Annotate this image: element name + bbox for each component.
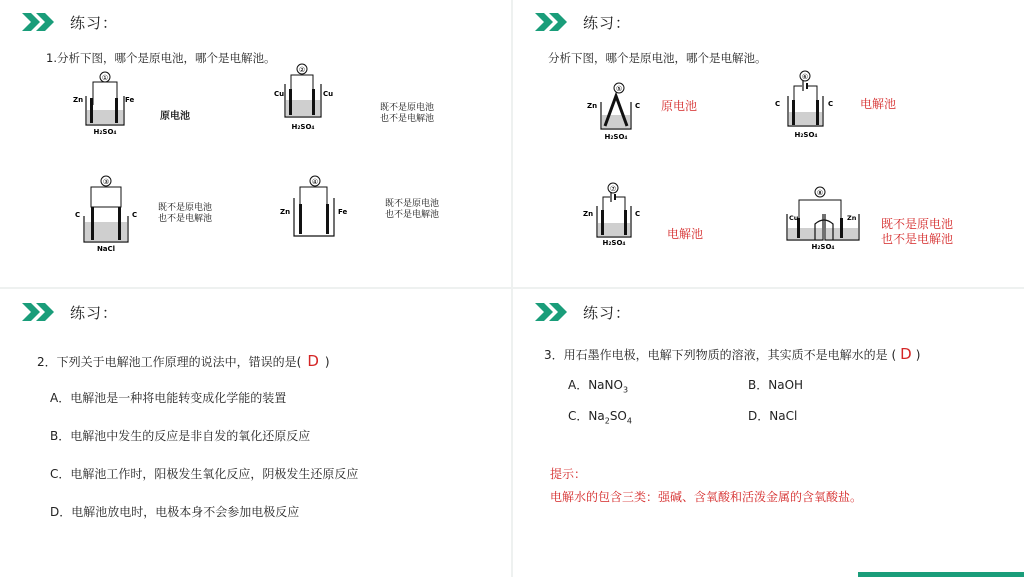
accent-bar (858, 572, 1024, 577)
cell-3-number: ③ (102, 178, 110, 186)
question-3-close: ) (915, 348, 921, 362)
option-d: D．电解池放电时，电极本身不会参加电极反应 (50, 505, 300, 519)
cell-8-drawing (783, 186, 873, 252)
slide-header (535, 301, 631, 323)
cell-diagram-6 (773, 70, 853, 140)
cell-5-number: ⑤ (615, 85, 623, 93)
cell-6-solution: H₂SO₄ (794, 131, 818, 139)
header-title: 练习： (583, 303, 632, 322)
question-3-text: 3．用石墨作电极，电解下列物质的溶液，其实质不是电解水的是 ( (544, 348, 897, 362)
cell-1-number: ① (101, 74, 109, 82)
cell-6-drawing (773, 70, 853, 140)
double-chevron-icon (22, 13, 58, 31)
cell-6-right-label: C (828, 100, 834, 108)
cell-6-answer: 电解池 (860, 97, 897, 111)
option-c: C．$Na_2SO_4$ (568, 409, 632, 426)
slide-4 (513, 289, 1024, 577)
cell-2-right-label: Cu (323, 90, 334, 98)
hint-body: 电解水的包含三类：强碱、含氧酸和活泼金属的含氧酸盐。 (550, 490, 863, 504)
cell-2-drawing (272, 62, 342, 134)
cell-diagram-3 (72, 174, 142, 254)
cell-7-right-label: C (635, 210, 641, 218)
option-d: D．NaCl (748, 409, 798, 423)
option-b: B．NaOH (748, 378, 804, 392)
cell-1-drawing (70, 70, 140, 140)
cell-1-right-label: Fe (125, 96, 135, 104)
cell-3-drawing (72, 174, 142, 254)
slide-3 (0, 289, 511, 577)
cell-7-solution: H₂SO₄ (602, 239, 626, 247)
cell-8-answer-line2: 也不是电解池 (881, 232, 954, 246)
cell-3-left-label: C (75, 211, 81, 219)
header-title: 练习： (70, 303, 119, 322)
cell-4-answer-line1: 既不是原电池 (385, 199, 440, 209)
cell-7-drawing (583, 182, 653, 248)
cell-6-left-label: C (775, 100, 781, 108)
question-2-text: 2．下列关于电解池工作原理的说法中，错误的是( (37, 355, 302, 369)
cell-4-answer-line2: 也不是电解池 (385, 210, 440, 220)
cell-3-right-label: C (132, 211, 138, 219)
option-c: C．电解池工作时，阳极发生氧化反应，阴极发生还原反应 (50, 467, 359, 481)
cell-3-solution: NaCl (96, 245, 116, 253)
cell-7-left-label: Zn (583, 210, 594, 218)
cell-1-left-label: Zn (73, 96, 84, 104)
slide-header (22, 301, 118, 323)
cell-1-answer: 原电池 (160, 111, 190, 122)
cell-7-number: ⑦ (609, 185, 617, 193)
cell-2-answer-line1: 既不是原电池 (380, 103, 435, 113)
option-b: B．电解池中发生的反应是非自发的氧化还原反应 (50, 429, 311, 443)
option-a: A．电解池是一种将电能转变成化学能的装置 (50, 391, 287, 405)
answer-2: D (307, 352, 319, 370)
cell-5-solution: H₂SO₄ (604, 133, 628, 141)
question-text: 1.分析下图，哪个是原电池，哪个是电解池。 (46, 51, 276, 65)
cell-2-left-label: Cu (274, 90, 285, 98)
cell-3-answer-line2: 也不是电解池 (158, 214, 213, 224)
slide-header (535, 11, 631, 33)
slide-2 (513, 0, 1024, 287)
cell-8-number: ⑧ (816, 189, 824, 197)
cell-diagram-1 (70, 70, 140, 140)
answer-3: D (900, 345, 912, 363)
double-chevron-icon (22, 303, 58, 321)
cell-diagram-5 (585, 82, 655, 144)
cell-4-left-label: Zn (280, 208, 291, 216)
cell-4-number: ④ (311, 178, 319, 186)
cell-diagram-2 (272, 62, 342, 134)
question-2-close: ) (324, 355, 330, 369)
double-chevron-icon (535, 303, 571, 321)
cell-2-answer-line2: 也不是电解池 (380, 114, 435, 124)
cell-diagram-4 (278, 174, 358, 244)
cell-6-number: ⑥ (801, 73, 809, 81)
slide-1 (0, 0, 511, 287)
cell-5-left-label: Zn (587, 102, 598, 110)
cell-7-answer: 电解池 (667, 227, 704, 241)
cell-1-solution: H₂SO₄ (93, 128, 117, 136)
cell-5-right-label: C (635, 102, 641, 110)
cell-3-answer-line1: 既不是原电池 (158, 203, 213, 213)
cell-2-number: ② (298, 66, 306, 74)
cell-8-answer-line1: 既不是原电池 (881, 217, 954, 231)
slide-header (22, 11, 118, 33)
option-a: A．NaNO$_3$ (568, 378, 629, 395)
header-title: 练习： (583, 13, 632, 32)
double-chevron-icon (535, 13, 571, 31)
cell-8-right-label: Zn (847, 214, 857, 222)
cell-5-answer: 原电池 (661, 99, 698, 113)
cell-4-right-label: Fe (338, 208, 348, 216)
cell-2-solution: H₂SO₄ (291, 123, 315, 131)
question-text: 分析下图，哪个是原电池，哪个是电解池。 (548, 51, 767, 65)
cell-5-drawing (585, 82, 655, 144)
question-3 (544, 345, 920, 363)
hint-title: 提示： (550, 467, 587, 481)
cell-diagram-7 (583, 182, 653, 248)
header-title: 练习： (70, 13, 119, 32)
cell-diagram-8 (783, 186, 873, 252)
cell-4-drawing (278, 174, 358, 244)
cell-8-solution: H₂SO₄ (811, 243, 835, 251)
question-2 (37, 352, 330, 370)
cell-8-left-label: Cu (789, 214, 799, 222)
